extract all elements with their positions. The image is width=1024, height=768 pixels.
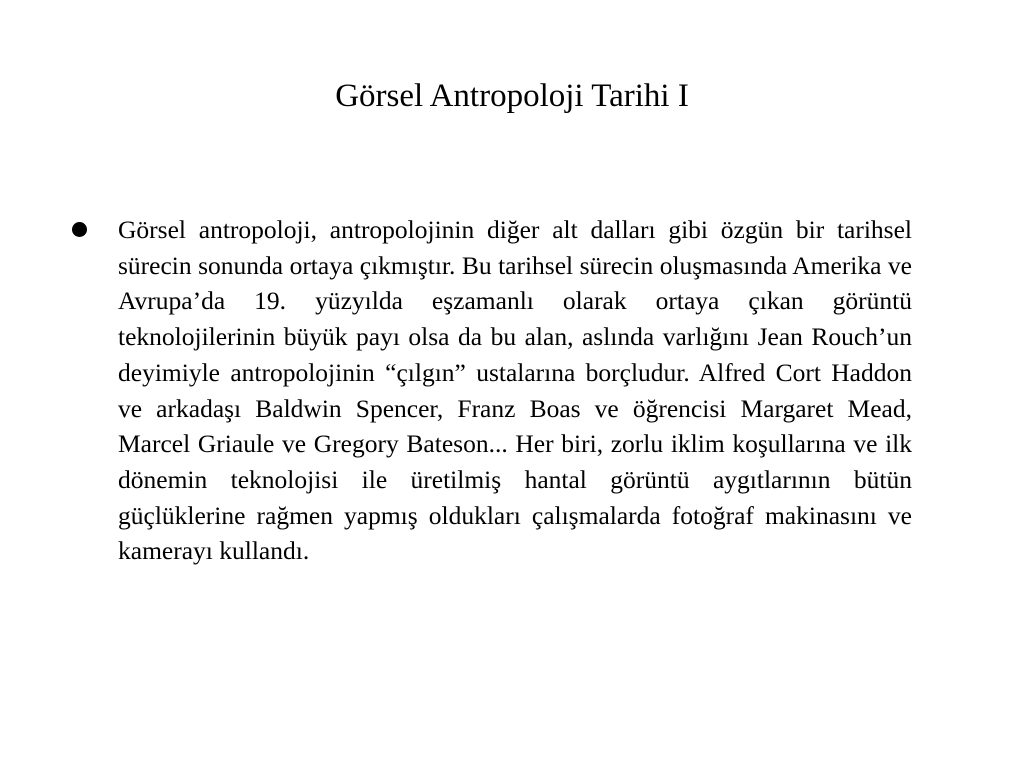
bullet-text: Görsel antropoloji, antropolojinin diğer alt dalları gibi özgün bir tarihsel sürecin sonunda ortaya çıkmıştır. Bu tarihsel sürecin oluşmasında Amerika ve Avrupa’da 19. yüzyılda eşzamanlı olarak ortaya çıkan görüntü teknolojilerinin büyük payı olsa da bu alan, aslında varlığını Jean Rouch’un deyimiyle antropolojinin “çılgın” ustalarına borçludur. Alfred Cort Haddon ve arkadaşı Baldwin Spencer, Franz Boas ve öğrencisi Margaret Mead, Marcel Griaule ve Gregory Bateson... Her biri, zorlu iklim koşullarına ve ilk dönemin teknolojisi ile üretilmiş hantal görüntü aygıtlarının bütün güçlüklerine rağmen yapmış oldukları çalışmalarda fotoğraf makinasını ve kamerayı kullandı. <box>118 215 912 566</box>
bullet-dot-icon <box>72 222 87 237</box>
slide-title: Görsel Antropoloji Tarihi I <box>335 78 689 114</box>
